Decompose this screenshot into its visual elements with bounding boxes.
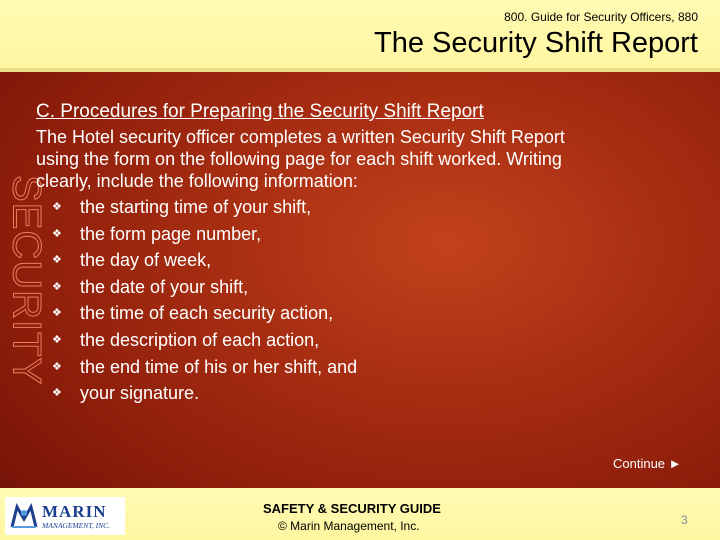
logo-mark-icon xyxy=(9,501,39,531)
header-divider xyxy=(0,68,720,72)
list-item xyxy=(52,221,696,248)
continue-link[interactable]: Continue ► xyxy=(613,456,682,471)
section-heading: C. Procedures for Preparing the Security Shift Report xyxy=(36,101,484,122)
logo-text xyxy=(42,503,110,530)
list-item xyxy=(52,327,696,354)
list-item-text: the starting time of your shift, xyxy=(80,197,312,217)
list-item-text: the time of each security action, xyxy=(80,303,334,324)
list-item-text: the end time of his or her shift, and xyxy=(80,356,358,377)
header-subtitle: 800. Guide for Security Officers, 880 xyxy=(504,10,698,24)
logo-subtitle: MANAGEMENT, INC. xyxy=(42,520,110,530)
diamond-bullet-icon: ❖ xyxy=(52,254,62,267)
list-item xyxy=(52,194,696,221)
list-item-text: your signature. xyxy=(80,383,200,404)
list-item xyxy=(52,274,696,301)
diamond-bullet-icon: ❖ xyxy=(52,360,62,373)
info-list xyxy=(36,194,696,407)
list-item xyxy=(52,380,696,407)
intro-paragraph xyxy=(36,126,696,192)
diamond-bullet-icon: ❖ xyxy=(52,280,62,293)
watermark-text: SECURITY xyxy=(4,174,49,386)
footer-title: SAFETY & SECURITY GUIDE xyxy=(263,501,441,516)
list-item-text: the day of week, xyxy=(80,250,212,271)
list-item-text: the form page number, xyxy=(80,223,262,244)
intro-line: using the form on the following page for each shift worked. Writing xyxy=(36,149,562,169)
list-item-text: the date of your shift, xyxy=(80,276,249,297)
page-number: 3 xyxy=(681,513,688,527)
list-item xyxy=(52,247,696,274)
intro-line: clearly, include the following information: xyxy=(36,171,358,191)
diamond-bullet-icon: ❖ xyxy=(52,387,62,400)
diamond-bullet-icon: ❖ xyxy=(52,307,62,320)
content-area xyxy=(36,100,696,407)
list-item-text: the description of each action, xyxy=(80,329,320,350)
diamond-bullet-icon: ❖ xyxy=(52,227,62,240)
diamond-bullet-icon: ❖ xyxy=(52,333,62,346)
marin-logo xyxy=(5,497,125,535)
logo-name: MARIN xyxy=(42,501,107,521)
slide-title: The Security Shift Report xyxy=(374,27,698,59)
diamond-bullet-icon: ❖ xyxy=(52,201,62,213)
list-item xyxy=(52,300,696,327)
intro-line: The Hotel security officer completes a written Security Shift Report xyxy=(36,127,565,147)
footer-copyright: © Marin Management, Inc. xyxy=(278,519,420,533)
list-item xyxy=(52,354,696,381)
